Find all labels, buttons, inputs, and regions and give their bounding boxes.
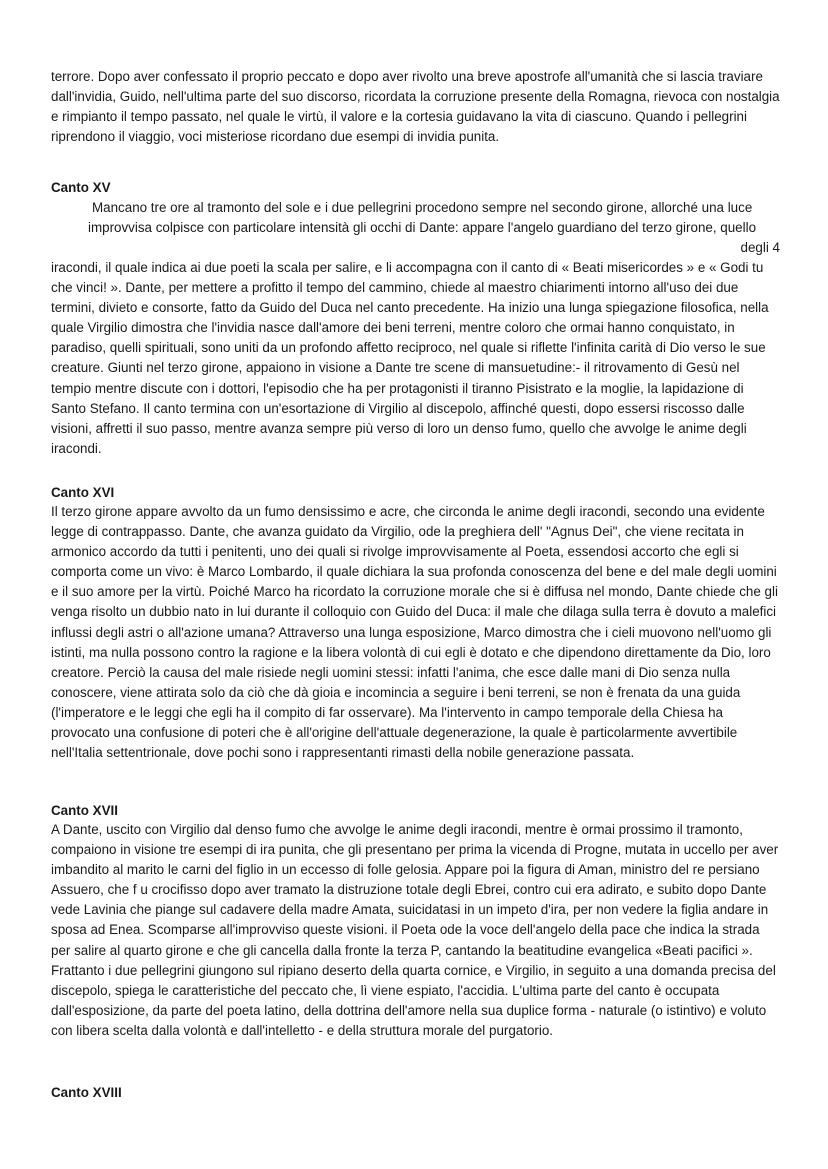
canto-xviii-heading: Canto XVIII [51,1085,122,1100]
canto-xv-body: iracondi, il quale indica ai due poeti la scala per salire, e li accompagna con il canto di « Beati misericordes » e « Godi tu che vinci! ». Dante, per mettere a profitto il tempo del cammino, chiede al maestro chiarimenti intorno all'uso dei due termini, divieto e consorte, fatto da Guido del Duca nel canto precedente. Ha inizio una lunga spiegazione filosofica, nella quale Virgilio dimostra che l'invidia nasce dall'amore dei beni terreni, mentre coloro che ormai hanno conquistato, in paradiso, quelli spirituali, sono uniti da un profondo affetto reciproco, nel quale si riflette l'infinita carità di Dio verso le sue creature. Giunti nel terzo girone, appaiono in visione a Dante tre scene di mansuetudine:- il ritrovamento di Gesù nel tempio mentre discute con i dottori, l'episodio che ha per protagonisti il tiranno Pisistrato e la moglie, la lapidazione di Santo Stefano. Il canto termina con un'esortazione di Virgilio al discepolo, affinché questi, dopo essersi riscosso dalle visioni, affretti il suo passo, mentre avanza sempre più verso di loro un denso fumo, quello che avvolge le anime degli iracondi. [51,260,769,456]
canto-xv-right-text: degli 4 [740,240,780,255]
canto-xv-indented-text: Mancano tre ore al tramonto del sole e i due pellegrini procedono sempre nel secondo girone, allorché una luce improvvisa colpisce con particolare intensità gli occhi di Dante: appare l'angelo guardiano del terzo girone, quello [88,200,757,236]
canto-xvi-heading: Canto XVI [51,485,115,500]
canto-xv-heading: Canto XV [51,180,111,195]
canto-xvi-body: Il terzo girone appare avvolto da un fumo densissimo e acre, che circonda le anime degli iracondi, secondo una evidente legge di contrappasso. Dante, che avanza guidato da Virgilio, ode la preghiera dell' "Agnus Dei", che viene recitata in armonico accordo da tutti i penitenti, uno dei quali si rivolge improvvisamente al Poeta, essendosi accorto che egli si comporta come un vivo: è Marco Lombardo, il quale dichiara la sua profonda conoscenza del bene e del male degli uomini e il suo amore per la virtù. Poiché Marco ha ricordato la corruzione morale che si è diffusa nel mondo, Dante chiede che gli venga risolto un dubbio nato in lui durante il colloquio con Guido del Duca: il male che dilaga sulla terra è dovuto a malefici influssi degli astri o all'azione umana? Attraverso una lunga esposizione, Marco dimostra che i cieli muovono nell'uomo gli istinti, ma nulla possono contro la ragione e la libera volontà di cui egli è dotato e che dipendono direttamente da Dio, loro creatore. Perciò la causa del male risiede negli uomini stessi: infatti l'anima, che esce dalle mani di Dio senza nulla conoscere, viene attirata solo da ciò che dà gioia e incomincia a seguire i beni terreni, se non è frenata da una guida (l'imperatore e le leggi che egli ha il compito di far osservare). Ma l'intervento in campo temporale della Chiesa ha provocato una confusione di poteri che è all'origine dell'attuale degenerazione, la quale è particolarmente avvertibile nell'Italia settentrionale, dove pochi sono i rappresentanti rimasti della nobile generazione passata. [51,504,778,761]
canto-xvii-body: A Dante, uscito con Virgilio dal denso fumo che avvolge le anime degli iracondi, mentre è ormai prossimo il tramonto, compaiono in visione tre esempi di ira punita, che gli presentano per prima la vicenda di Progne, mutata in uccello per aver imbandito al marito le carni del figlio in un eccesso di folle gelosia. Appare poi la figura di Aman, ministro del re persiano Assuero, che f u crocifisso dopo aver tramato la distruzione totale degli Ebrei, contro cui era adirato, e subito dopo Dante vede Lavinia che piange sul cadavere della madre Amata, suicidatasi in un impeto d'ira, per non vedere la figlia andare in sposa ad Enea. Scomparse all'improvviso queste visioni. il Poeta ode la voce dell'angelo della pace che indica la strada per salire al quarto girone e che gli cancella dalla fronte la terza P, cantando la beatitudine evangelica «Beati pacifici ». Frattanto i due pellegrini giungono sul ripiano deserto della quarta cornice, e Virgilio, in seguito a una domanda precisa del discepolo, spiega le caratteristiche del peccato che, lì viene espiato, l'accidia. L'ultima parte del canto è occupata dall'esposizione, da parte del poeta latino, della dottrina dell'amore nella sua duplice forma - naturale (o istintivo) e voluto con libera scelta dalla volontà e dall'intelletto - e della struttura morale del purgatorio. [51,822,779,1038]
intro-paragraph: terrore. Dopo aver confessato il proprio peccato e dopo aver rivolto una breve apostrofe all'umanità che si lascia traviare dall'invidia, Guido, nell'ultima parte del suo discorso, ricordata la corruzione presente della Romagna, rievoca con nostalgia e rimpianto il tempo passato, nel quale le virtù, il valore e la cortesia guidavano la vita di ciascuno. Quando i pellegrini riprendono il viaggio, voci misteriose ricordano due esempi di invidia punita. [51,69,780,145]
canto-xvii-heading: Canto XVII [51,803,118,818]
